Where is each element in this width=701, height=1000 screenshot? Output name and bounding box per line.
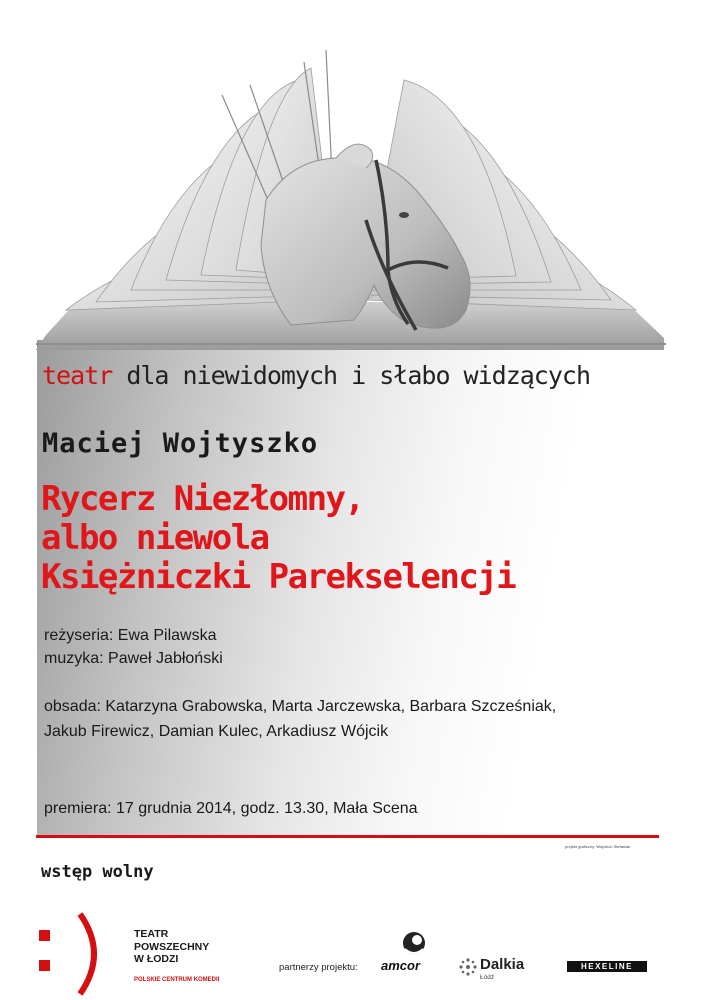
cast-line: obsada: Katarzyna Grabowska, Marta Jarczewska, Barbara Szcześniak,: [44, 698, 557, 715]
dalkia-wordmark: Dalkia: [480, 956, 525, 973]
premiere-info: premiera: 17 grudnia 2014, godz. 13.30, Mała Scena: [44, 800, 418, 817]
cast-list: [44, 694, 684, 744]
amcor-mark-icon: [381, 931, 441, 961]
theatre-name-line: W ŁODZI: [134, 953, 179, 965]
book-horse-illustration: [36, 40, 666, 350]
dalkia-dots-icon: [458, 957, 478, 977]
theatre-name-line: POWSZECHNY: [134, 940, 210, 953]
direction-credit: reżyseria: Ewa Pilawska: [44, 627, 217, 644]
colon-paren-logo-icon: [36, 912, 106, 996]
play-title-line: Rycerz Niezłomny,: [41, 479, 364, 519]
theatre-subtitle: POLSKIE CENTRUM KOMEDII: [134, 977, 220, 983]
theatre-name: [134, 928, 209, 966]
play-title: [41, 480, 515, 597]
amcor-wordmark: amcor: [381, 958, 421, 973]
cast-line: Jakub Firewicz, Damian Kulec, Arkadiusz Wójcik: [44, 723, 389, 740]
theatre-name-line: TEATR: [134, 928, 169, 940]
author-name: Maciej Wojtyszko: [42, 428, 319, 459]
red-divider: [36, 835, 659, 838]
designer-credit: projekt graficzny: Wojciech Stefaniak: [565, 844, 631, 849]
partners-label: partnerzy projektu:: [279, 962, 358, 973]
amcor-logo: [381, 931, 441, 975]
music-credit: muzyka: Paweł Jabłoński: [44, 650, 223, 667]
play-title-line: Księżniczki Parekselencji: [41, 557, 516, 597]
hexeline-logo: HEXELINE: [567, 961, 647, 972]
credits: [44, 624, 223, 670]
tagline-rest: dla niewidomych i słabo widzących: [112, 361, 591, 390]
play-title-line: albo niewola: [41, 518, 269, 558]
tagline: [42, 361, 590, 390]
tagline-accent: teatr: [42, 361, 113, 390]
dalkia-city: Łódź: [480, 974, 495, 981]
dalkia-logo: [458, 955, 543, 985]
admission-note: wstęp wolny: [41, 862, 154, 882]
